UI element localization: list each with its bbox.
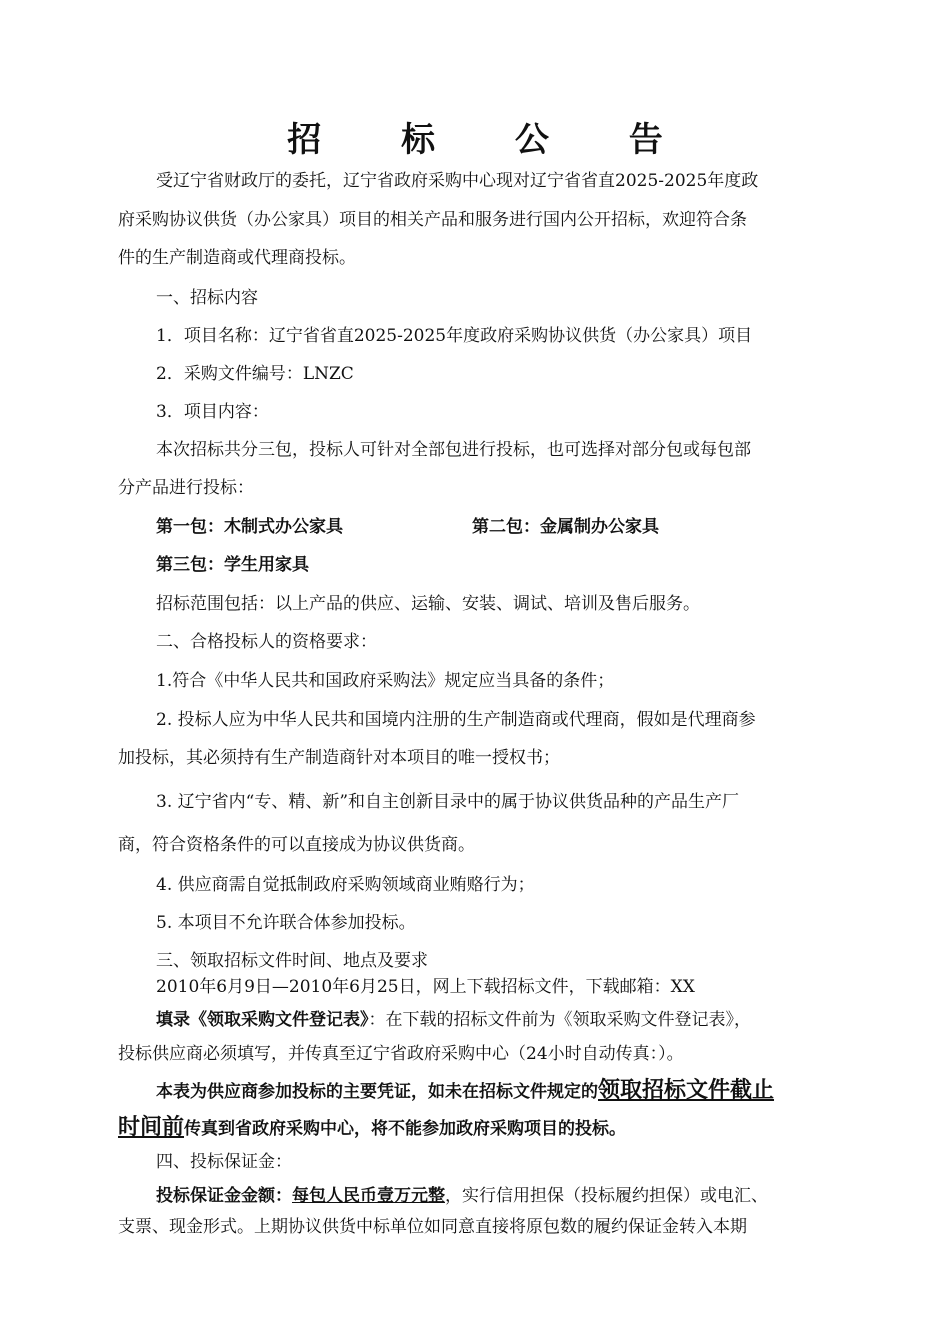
content-desc-2: 分产品进行投标：: [118, 478, 254, 498]
deposit-text: ，实行信用担保（投标履约担保）或电汇、: [445, 1186, 768, 1206]
deadline-text-1: 领取招标文件截止: [598, 1078, 775, 1103]
requirement-4: 4. 供应商需自觉抵制政府采购领域商业贿赂行为；: [156, 875, 535, 895]
section3-heading: 三、领取招标文件时间、地点及要求: [156, 951, 428, 971]
warning-text-1: 本表为供应商参加投标的主要凭证，如未在招标文件规定的: [156, 1082, 598, 1102]
project-content-label: 3．项目内容：: [156, 402, 269, 422]
file-number: 2．采购文件编号：LNZC: [156, 364, 354, 384]
intro-line-2: 府采购协议供货（办公家具）项目的相关产品和服务进行国内公开招标，欢迎符合条: [118, 210, 747, 230]
deposit-amount: 每包人民币壹万元整: [292, 1186, 445, 1206]
page-title: 招 标 公 告: [287, 120, 697, 160]
registration-line-2: 投标供应商必须填写，并传真至辽宁省政府采购中心（24小时自动传真：）。: [118, 1044, 684, 1064]
deposit-line-1: [156, 1181, 768, 1206]
section1-heading: 一、招标内容: [156, 288, 258, 308]
requirement-1: 1.符合《中华人民共和国政府采购法》规定应当具备的条件；: [156, 671, 615, 691]
download-time: 2010年6月9日—2010年6月25日，网上下载招标文件，下载邮箱：XX: [156, 977, 695, 997]
package-3: 第三包：学生用家具: [156, 555, 309, 575]
warning-line-2: [118, 1110, 626, 1141]
requirement-5: 5. 本项目不允许联合体参加投标。: [156, 913, 416, 933]
warning-text-2: 传真到省政府采购中心，将不能参加政府采购项目的投标。: [184, 1119, 627, 1139]
registration-label: 填录《领取采购文件登记表》: [156, 1010, 369, 1030]
package-1: 第一包：木制式办公家具: [156, 517, 343, 537]
registration-text: ：在下载的招标文件前为《领取采购文件登记表》，: [368, 1010, 751, 1030]
requirement-3-line-1: 3. 辽宁省内“专、精、新”和自主创新目录中的属于协议供货品种的产品生产厂: [156, 792, 740, 812]
deadline-text-2: 时间前: [118, 1115, 185, 1140]
deposit-label: 投标保证金金额：: [156, 1186, 292, 1206]
deposit-line-2: 支票、现金形式。上期协议供货中标单位如同意直接将原包数的履约保证金转入本期: [118, 1217, 747, 1237]
package-2: 第二包：金属制办公家具: [472, 517, 659, 537]
project-name: 1．项目名称：辽宁省省直2025-2025年度政府采购协议供货（办公家具）项目: [156, 326, 753, 346]
section4-heading: 四、投标保证金：: [156, 1152, 292, 1172]
section2-heading: 二、合格投标人的资格要求：: [156, 632, 377, 652]
requirement-2-line-2: 加投标，其必须持有生产制造商针对本项目的唯一授权书；: [118, 748, 560, 768]
intro-line-3: 件的生产制造商或代理商投标。: [118, 248, 356, 268]
registration-line-1: [156, 1005, 751, 1030]
scope-text: 招标范围包括：以上产品的供应、运输、安装、调试、培训及售后服务。: [156, 594, 700, 614]
intro-line-1: 受辽宁省财政厅的委托，辽宁省政府采购中心现对辽宁省省直2025-2025年度政: [156, 171, 759, 191]
warning-line-1: [156, 1073, 774, 1104]
requirement-2-line-1: 2. 投标人应为中华人民共和国境内注册的生产制造商或代理商，假如是代理商参: [156, 710, 756, 730]
content-desc-1: 本次招标共分三包，投标人可针对全部包进行投标，也可选择对部分包或每包部: [156, 440, 751, 460]
requirement-3-line-2: 商，符合资格条件的可以直接成为协议供货商。: [118, 835, 475, 855]
